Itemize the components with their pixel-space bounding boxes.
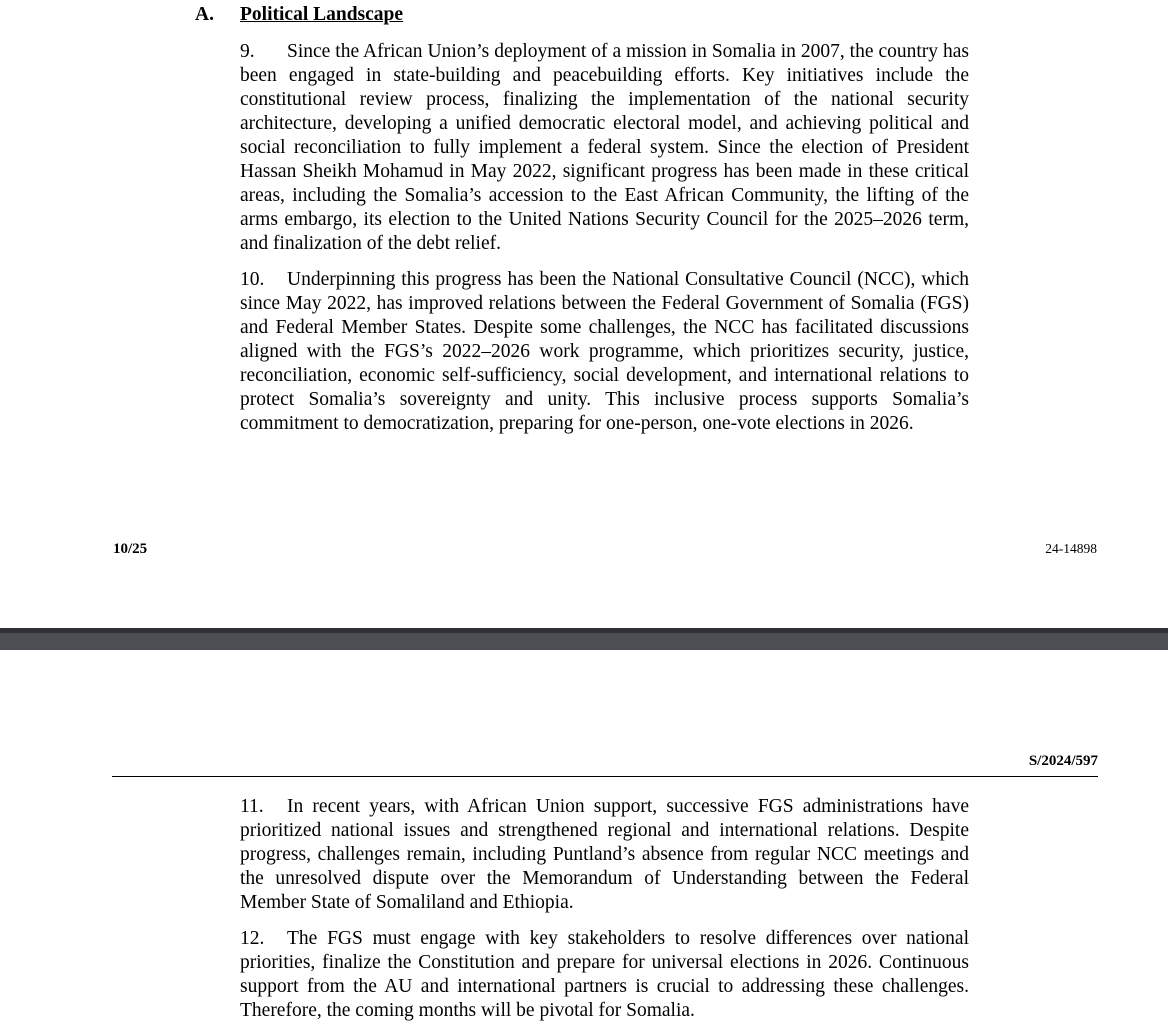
paragraph-text: In recent years, with African Union support, successive FGS administrations have prioritized national issues and strengthened regional and international relations. Despite progress, challenges remain, including Puntland’s absence from regular NCC meetings and the unresolved dispute over the Memorandum of Understanding between the Federal Member State of Somaliland and Ethiopia. [240, 796, 969, 913]
paragraph-text: The FGS must engage with key stakeholders to resolve differences over national priorities, finalize the Constitution and prepare for universal elections in 2026. Continuous support from the AU and international partners is crucial to addressing these challenges. Therefore, the coming months will be pivotal for Somalia. [240, 928, 969, 1021]
section-letter: A. [195, 4, 214, 25]
paragraph-12 [240, 927, 969, 1023]
section-title: Political Landscape [240, 4, 404, 25]
document-symbol: S/2024/597 [1028, 753, 1098, 769]
section-heading [195, 4, 403, 26]
paragraph-number: 10. [240, 269, 265, 290]
page-separator [0, 628, 1168, 650]
paragraph-9 [240, 40, 969, 256]
paragraph-11 [240, 795, 969, 915]
paragraph-text: Since the African Union’s deployment of a mission in Somalia in 2007, the country has been engaged in state-building and peacebuilding efforts. Key initiatives include the constitutional review process, finalizing the implementation of the national security architecture, developing a unified democratic electoral model, and achieving political and social reconciliation to fully implement a federal system. Since the election of President Hassan Sheikh Mohamud in May 2022, significant progress has been made in these critical areas, including the Somalia’s accession to the East African Community, the lifting of the arms embargo, its election to the United Nations Security Council for the 2025–2026 term, and finalization of the debt relief. [240, 41, 969, 254]
page-number: 10/25 [113, 541, 148, 557]
header-rule [112, 776, 1098, 777]
paragraph-number: 11. [240, 796, 264, 817]
paragraph-10 [240, 268, 969, 436]
document-number: 24-14898 [1045, 541, 1097, 556]
paragraph-text: Underpinning this progress has been the National Consultative Council (NCC), which since May 2022, has improved relations between the Federal Government of Somalia (FGS) and Federal Member States. Despite some challenges, the NCC has facilitated discussions aligned with the FGS’s 2022–2026 work programme, which prioritizes security, justice, reconciliation, economic self-sufficiency, social development, and international relations to protect Somalia’s sovereignty and unity. This inclusive process supports Somalia’s commitment to democratization, preparing for one-person, one-vote elections in 2026. [240, 269, 969, 434]
paragraph-number: 9. [240, 41, 255, 62]
paragraph-number: 12. [240, 928, 265, 949]
